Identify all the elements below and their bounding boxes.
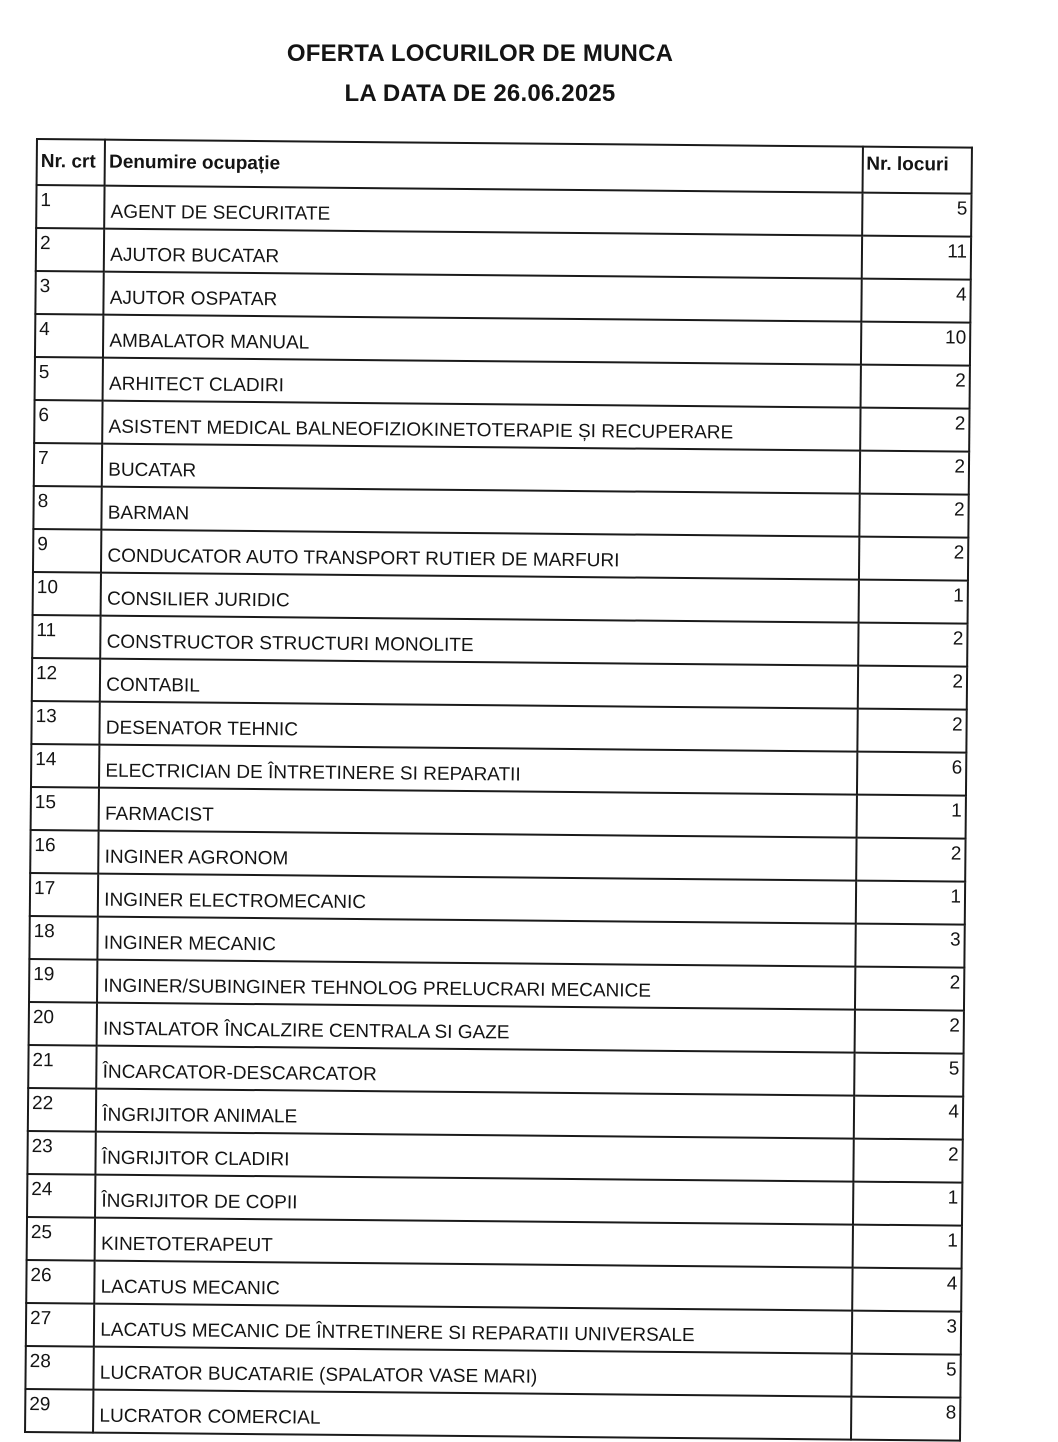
row-number: 3 [35,271,104,315]
occupation-name: AJUTOR OSPATAR [104,272,862,322]
row-number: 28 [25,1346,94,1390]
places-count: 2 [857,709,967,753]
document-header [0,34,960,114]
row-number: 14 [31,744,100,788]
places-count: 2 [857,666,967,710]
row-number: 24 [27,1174,96,1218]
row-number: 18 [29,916,98,960]
places-count: 2 [854,967,964,1011]
places-count: 5 [862,193,972,237]
occupation-name: ÎNGRIJITOR CLADIRI [96,1132,854,1182]
occupation-name: LACATUS MECANIC [95,1261,853,1311]
occupation-name: KINETOTERAPEUT [95,1218,853,1268]
occupation-name: ELECTRICIAN DE ÎNTRETINERE SI REPARATII [99,745,857,795]
occupation-name: INGINER ELECTROMECANIC [98,874,856,924]
row-number: 29 [25,1389,94,1433]
places-count: 2 [858,537,968,581]
occupation-name: LUCRATOR COMERCIAL [93,1390,851,1440]
occupation-name: ÎNGRIJITOR ANIMALE [96,1089,854,1139]
row-number: 7 [34,443,103,487]
occupation-name: CONSTRUCTOR STRUCTURI MONOLITE [100,616,858,666]
occupation-name: INGINER AGRONOM [98,831,856,881]
occupation-name: INGINER MECANIC [98,917,856,967]
places-count: 2 [860,408,970,452]
column-header-occupation: Denumire ocupație [105,140,863,193]
row-number: 1 [36,185,105,229]
places-count: 3 [855,924,965,968]
places-count: 4 [861,279,971,323]
document-date: LA DATA DE 26.06.2025 [344,80,616,107]
occupation-name: ASISTENT MEDICAL BALNEOFIZIOKINETOTERAPIE ȘI RECUPERARE [102,401,860,451]
occupation-name: ÎNCARCATOR-DESCARCATOR [96,1046,854,1096]
occupation-name: INGINER/SUBINGINER TEHNOLOG PRELUCRARI MECANICE [97,960,855,1010]
row-number: 27 [26,1303,95,1347]
places-count: 2 [859,451,969,495]
places-count: 6 [856,752,966,796]
occupation-name: BARMAN [102,487,860,537]
occupation-name: CONDUCATOR AUTO TRANSPORT RUTIER DE MARFURI [101,530,859,580]
places-count: 2 [859,494,969,538]
occupation-name: FARMACIST [99,788,857,838]
row-number: 25 [27,1217,96,1261]
places-count: 8 [851,1397,961,1441]
places-count: 3 [851,1311,961,1355]
occupation-name: DESENATOR TEHNIC [100,702,858,752]
table-body [25,185,971,1441]
places-count: 10 [860,322,970,366]
places-count: 4 [853,1096,963,1140]
places-count: 5 [851,1354,961,1398]
row-number: 16 [30,830,99,874]
places-count: 5 [854,1053,964,1097]
places-count: 11 [861,236,971,280]
places-count: 1 [856,795,966,839]
places-count: 4 [852,1268,962,1312]
places-count: 1 [852,1225,962,1269]
occupation-name: ÎNGRIJITOR DE COPII [95,1175,853,1225]
row-number: 15 [31,787,100,831]
document-title: OFERTA LOCURILOR DE MUNCA [286,40,674,67]
row-number: 21 [28,1045,97,1089]
job-offer-table-wrapper [24,138,973,1442]
occupation-name: AMBALATOR MANUAL [103,315,861,365]
column-header-places: Nr. locuri [862,147,972,194]
places-count: 2 [854,1010,964,1054]
occupation-name: LUCRATOR BUCATARIE (SPALATOR VASE MARI) [94,1347,852,1397]
row-number: 2 [36,228,105,272]
table-row [25,1389,960,1441]
occupation-name: LACATUS MECANIC DE ÎNTRETINERE SI REPARATII UNIVERSALE [94,1304,852,1354]
row-number: 5 [35,357,104,401]
row-number: 10 [33,572,102,616]
places-count: 2 [853,1139,963,1183]
places-count: 1 [855,881,965,925]
occupation-name: CONSILIER JURIDIC [101,573,859,623]
occupation-name: BUCATAR [102,444,860,494]
places-count: 2 [858,623,968,667]
row-number: 22 [28,1088,97,1132]
row-number: 13 [31,701,100,745]
places-count: 2 [860,365,970,409]
occupation-name: CONTABIL [100,659,858,709]
occupation-name: AGENT DE SECURITATE [104,186,862,236]
row-number: 6 [34,400,103,444]
job-offer-table [24,138,973,1442]
occupation-name: ARHITECT CLADIRI [103,358,861,408]
row-number: 20 [29,1002,98,1046]
places-count: 1 [852,1182,962,1226]
column-header-nr: Nr. crt [37,139,106,186]
row-number: 26 [26,1260,95,1304]
places-count: 2 [856,838,966,882]
row-number: 23 [27,1131,96,1175]
row-number: 8 [33,486,102,530]
occupation-name: AJUTOR BUCATAR [104,229,862,279]
row-number: 12 [32,658,101,702]
row-number: 9 [33,529,102,573]
places-count: 1 [858,580,968,624]
occupation-name: INSTALATOR ÎNCALZIRE CENTRALA SI GAZE [97,1003,855,1053]
row-number: 17 [30,873,99,917]
row-number: 19 [29,959,98,1003]
row-number: 4 [35,314,104,358]
row-number: 11 [32,615,101,659]
